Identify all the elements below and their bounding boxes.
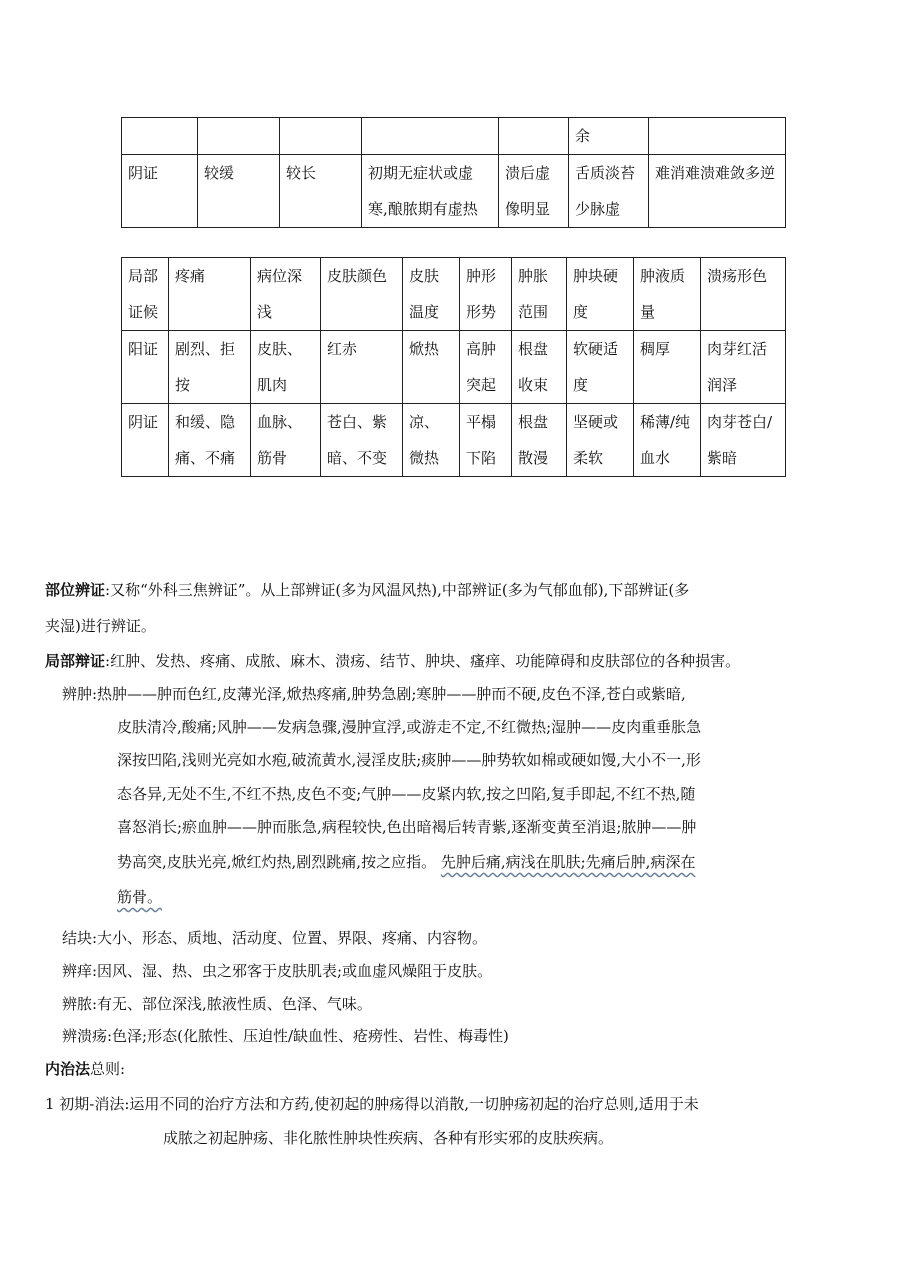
table-cell	[362, 118, 499, 155]
table-header-cell: 肿形形势	[460, 258, 512, 331]
table-cell: 溃后虚像明显	[499, 155, 569, 228]
bianzhong-line: 辨肿:热肿——肿而色红,皮薄光泽,焮热疼痛,肿势急剧;寒肿——肿而不硬,皮色不泽,苍白或紫暗,	[62, 685, 686, 703]
table-cell: 焮热	[403, 331, 460, 404]
table-header-cell: 病位深浅	[251, 258, 321, 331]
table-header-row	[122, 258, 786, 331]
xiaofa-line: 1 初期-消法:运用不同的治疗方法和方药,使初起的肿疡得以消散,一切肿疡初起的治疗总则,适用于未	[45, 1095, 699, 1113]
jubu-label: 局部辩证	[45, 652, 106, 670]
table-header-cell: 皮肤颜色	[321, 258, 403, 331]
table-cell: 初期无症状或虚寒,酿脓期有虚热	[362, 155, 499, 228]
table-cell: 根盘收束	[512, 331, 567, 404]
xiaofa-line: 成脓之初起肿疡、非化脓性肿块性疾病、各种有形实邪的皮肤疾病。	[163, 1129, 614, 1147]
table-cell: 稀薄/纯血水	[634, 404, 701, 477]
table-cell: 根盘散漫	[512, 404, 567, 477]
table-cell: 肉芽苍白/紫暗	[701, 404, 786, 477]
table-cell: 阴证	[122, 155, 198, 228]
jiekuai-line: 结块:大小、形态、质地、活动度、位置、界限、疼痛、内容物。	[62, 929, 488, 947]
table-header-cell: 皮肤温度	[403, 258, 460, 331]
table-cell	[649, 118, 786, 155]
syndrome-table-continued	[121, 117, 786, 228]
table-cell: 较长	[280, 155, 362, 228]
table-cell	[499, 118, 569, 155]
jubu-paragraph	[45, 645, 740, 677]
bianzhong-line	[117, 881, 162, 913]
table-cell: 阴证	[122, 404, 169, 477]
neizhi-label: 内治法	[45, 1060, 91, 1078]
table-cell: 坚硬或柔软	[567, 404, 634, 477]
table-cell: 血脉、筋骨	[251, 404, 321, 477]
table-row	[122, 155, 786, 228]
table-cell: 舌质淡苔少脉虚	[569, 155, 649, 228]
table-cell: 苍白、紫暗、不变	[321, 404, 403, 477]
bianzhong-underlined-text: 先肿后痛,病浅在肌肤;先痛后肿,病深在	[440, 853, 696, 871]
table-cell: 红赤	[321, 331, 403, 404]
bianzhong-underlined-text: 筋骨。	[117, 888, 163, 906]
table-cell: 凉、微热	[403, 404, 460, 477]
table-cell: 和缓、隐痛、不痛	[169, 404, 251, 477]
table-cell: 难消难溃难敛多逆	[649, 155, 786, 228]
bianzhong-line: 喜怒消长;瘀血肿——肿而胀急,病程较快,色出暗褐后转青紫,逐渐变黄至消退;脓肿——肿	[117, 818, 697, 836]
buwei-paragraph-line: 夹湿)进行辨证。	[45, 617, 156, 635]
bianzhong-text: 势高突,皮肤光亮,焮红灼热,剧烈跳痛,按之应指。	[117, 853, 437, 871]
table-cell: 稠厚	[634, 331, 701, 404]
table-cell	[198, 118, 280, 155]
table-header-cell: 局部证候	[122, 258, 169, 331]
local-syndrome-table	[121, 257, 786, 477]
buwei-paragraph-line	[45, 574, 689, 606]
table-cell: 高肿突起	[460, 331, 512, 404]
table-cell	[280, 118, 362, 155]
bianyang-line: 辨痒:因风、湿、热、虫之邪客于皮肤肌表;或血虚风燥阻于皮肤。	[62, 962, 493, 980]
table-header-cell: 溃疡形色	[701, 258, 786, 331]
neizhi-heading	[45, 1053, 125, 1085]
table-cell: 软硬适度	[567, 331, 634, 404]
table-cell: 阳证	[122, 331, 169, 404]
bianzhong-line: 深按凹陷,浅则光亮如水疱,破流黄水,浸淫皮肤;痰肿——肿势软如棉或硬如馒,大小不一,形	[117, 751, 701, 769]
table-cell: 皮肤、肌肉	[251, 331, 321, 404]
table-cell: 剧烈、拒按	[169, 331, 251, 404]
table-cell: 较缓	[198, 155, 280, 228]
jubu-text: :红肿、发热、疼痛、成脓、麻木、溃疡、结节、肿块、瘙痒、功能障碍和皮肤部位的各种损害。	[105, 652, 741, 670]
table-header-cell: 肿块硬度	[567, 258, 634, 331]
table-cell: 余	[569, 118, 649, 155]
bianzhong-line: 皮肤清冷,酸痛;风肿——发病急骤,漫肿宣浮,或游走不定,不红微热;湿肿——皮肉重垂胀急	[117, 718, 702, 736]
table-cell	[122, 118, 198, 155]
table-cell: 肉芽红活润泽	[701, 331, 786, 404]
table-row	[122, 404, 786, 477]
buwei-text: :又称“外科三焦辨证”。从上部辨证(多为风温风热),中部辨证(多为气郁血郁),下部辨证(多	[105, 581, 690, 599]
table-cell: 平榻下陷	[460, 404, 512, 477]
bianzhong-line	[117, 846, 695, 878]
bianzhong-line: 态各异,无处不生,不红不热,皮色不变;气肿——皮紧内软,按之凹陷,复手即起,不红不热,随	[117, 785, 696, 803]
biannong-line: 辨脓:有无、部位深浅,脓液性质、色泽、气味。	[62, 995, 372, 1013]
table-header-cell: 肿胀范围	[512, 258, 567, 331]
neizhi-suffix: 总则:	[90, 1060, 126, 1078]
table-row	[122, 331, 786, 404]
biankuiyang-line: 辨溃疡:色泽;形态(化脓性、压迫性/缺血性、疮痨性、岩性、梅毒性)	[62, 1027, 509, 1045]
table-row	[122, 118, 786, 155]
table-header-cell: 肿液质量	[634, 258, 701, 331]
buwei-label: 部位辨证	[45, 581, 106, 599]
table-header-cell: 疼痛	[169, 258, 251, 331]
